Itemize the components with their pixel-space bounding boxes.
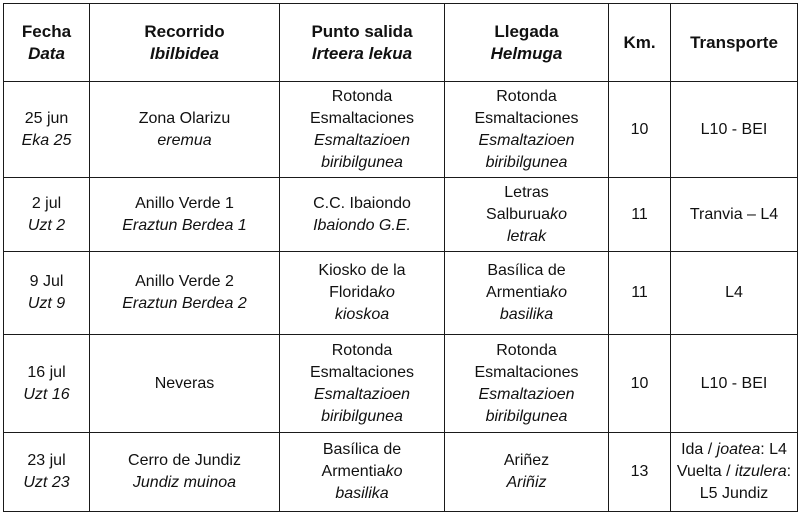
cell-recorrido: Zona Olarizu eremua: [90, 82, 280, 178]
cell-fecha: 23 jul Uzt 23: [4, 433, 90, 512]
cell-km: 13: [609, 433, 671, 512]
cell-fecha: 25 jun Eka 25: [4, 82, 90, 178]
cell-transporte: Tranvia – L4: [671, 178, 798, 252]
header-recorrido: Recorrido Ibilbidea: [90, 4, 280, 82]
cell-llegada: Letras Salburuako letrak: [445, 178, 609, 252]
header-km: Km.: [609, 4, 671, 82]
cell-km: 10: [609, 82, 671, 178]
cell-salida: Basílica de Armentiako basilika: [280, 433, 445, 512]
table-row: [4, 178, 798, 252]
cell-transporte: Ida / joatea: L4 Vuelta / itzulera: L5 Jundiz: [671, 433, 798, 512]
table-row: [4, 82, 798, 178]
table-row: [4, 335, 798, 433]
cell-fecha: 9 Jul Uzt 9: [4, 252, 90, 335]
cell-recorrido: Anillo Verde 1 Eraztun Berdea 1: [90, 178, 280, 252]
table-row: [4, 433, 798, 512]
cell-transporte: L4: [671, 252, 798, 335]
cell-llegada: Ariñez Ariñiz: [445, 433, 609, 512]
schedule-table: [3, 3, 798, 512]
table-row: [4, 252, 798, 335]
header-punto-salida: Punto salida Irteera lekua: [280, 4, 445, 82]
cell-km: 11: [609, 178, 671, 252]
cell-salida: Rotonda Esmaltaciones Esmaltazioen biribilgunea: [280, 335, 445, 433]
cell-transporte: L10 - BEI: [671, 335, 798, 433]
cell-fecha: 2 jul Uzt 2: [4, 178, 90, 252]
cell-salida: Kiosko de la Floridako kioskoa: [280, 252, 445, 335]
header-fecha: Fecha Data: [4, 4, 90, 82]
cell-salida: C.C. Ibaiondo Ibaiondo G.E.: [280, 178, 445, 252]
cell-recorrido: Neveras: [90, 335, 280, 433]
cell-km: 10: [609, 335, 671, 433]
cell-salida: Rotonda Esmaltaciones Esmaltazioen biribilgunea: [280, 82, 445, 178]
cell-llegada: Basílica de Armentiako basilika: [445, 252, 609, 335]
cell-recorrido: Anillo Verde 2 Eraztun Berdea 2: [90, 252, 280, 335]
cell-transporte: L10 - BEI: [671, 82, 798, 178]
header-transporte: Transporte: [671, 4, 798, 82]
header-row: [4, 4, 798, 82]
header-llegada: Llegada Helmuga: [445, 4, 609, 82]
cell-llegada: Rotonda Esmaltaciones Esmaltazioen biribilgunea: [445, 335, 609, 433]
cell-fecha: 16 jul Uzt 16: [4, 335, 90, 433]
cell-llegada: Rotonda Esmaltaciones Esmaltazioen biribilgunea: [445, 82, 609, 178]
cell-km: 11: [609, 252, 671, 335]
cell-recorrido: Cerro de Jundiz Jundiz muinoa: [90, 433, 280, 512]
